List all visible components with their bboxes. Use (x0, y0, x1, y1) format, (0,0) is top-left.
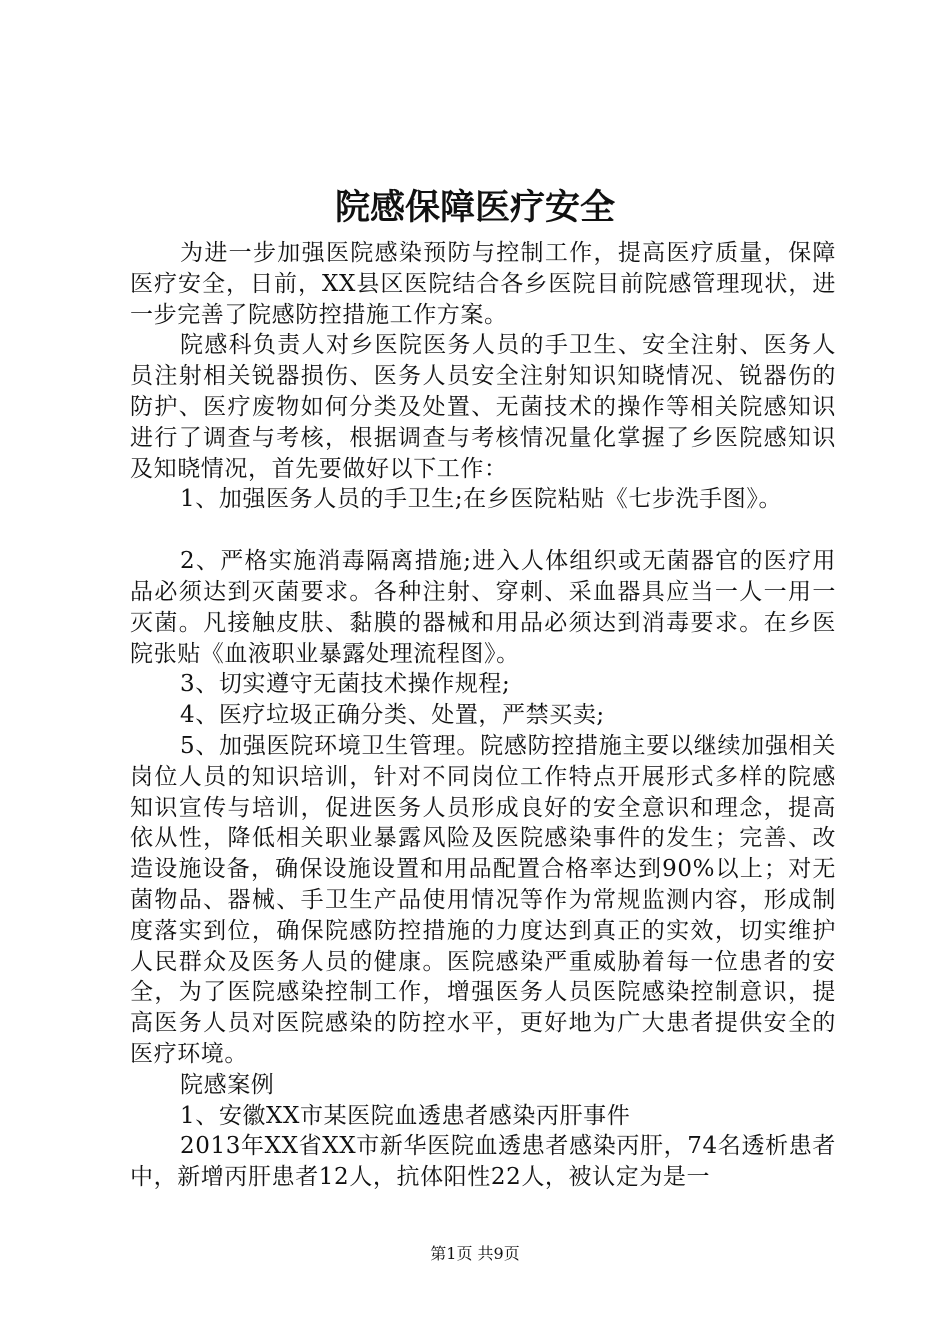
page-footer: 第1页 共9页 (430, 1244, 520, 1263)
paragraph-survey: 院感科负责人对乡医院医务人员的手卫生、安全注射、医务人员注射相关锐器损伤、医务人员安全注射知识知晓情况、锐器伤的防护、医疗废物如何分类及处置、无菌技术的操作等相关院感知识进行了调查与考核，根据调查与考核情况量化掌握了乡医院感知识及知晓情况，首先要做好以下工作： (130, 332, 836, 482)
paragraph-item-3: 3、切实遵守无菌技术操作规程; (180, 671, 511, 698)
paragraph-case-heading: 院感案例 (180, 1071, 275, 1098)
paragraph-case-1-body: 2013年XX省XX市新华医院血透患者感染丙肝，74名透析患者中，新增丙肝患者12人，抗体阳性22人，被认定为是一 (130, 1133, 836, 1191)
paragraph-item-4: 4、医疗垃圾正确分类、处置，严禁买卖; (180, 702, 605, 729)
paragraph-item-5: 5、加强医院环境卫生管理。院感防控措施主要以继续加强相关岗位人员的知识培训，针对不同岗位工作特点开展形式多样的院感知识宣传与培训，促进医务人员形成良好的安全意识和理念，提高依从性，降低相关职业暴露风险及医院感染事件的发生；完善、改造设施设备，确保设施设置和用品配置合格率达到90%以上；对无菌物品、器械、手卫生产品使用情况等作为常规监测内容，形成制度落实到位，确保院感防控措施的力度达到真正的实效，切实维护人民群众及医务人员的健康。医院感染严重威胁着每一位患者的安全，为了医院感染控制工作，增强医务人员医院感染控制意识，提高医务人员对医院感染的防控水平，更好地为广大患者提供安全的医疗环境。 (130, 732, 836, 1067)
paragraph-intro: 为进一步加强医院感染预防与控制工作，提高医疗质量，保障医疗安全，日前，XX县区医院结合各乡医院目前院感管理现状，进一步完善了院感防控措施工作方案。 (130, 240, 836, 328)
document-title: 院感保障医疗安全 (334, 187, 615, 228)
document-body (130, 238, 836, 1193)
paragraph-case-1-title: 1、安徽XX市某医院血透患者感染丙肝事件 (180, 1102, 631, 1129)
paragraph-item-2: 2、严格实施消毒隔离措施;进入人体组织或无菌器官的医疗用品必须达到灭菌要求。各种注射、穿刺、采血器具应当一人一用一灭菌。凡接触皮肤、黏膜的器械和用品必须达到消毒要求。在乡医院张贴《血液职业暴露处理流程图》。 (130, 548, 836, 667)
paragraph-item-1: 1、加强医务人员的手卫生;在乡医院粘贴《七步洗手图》。 (180, 486, 783, 513)
